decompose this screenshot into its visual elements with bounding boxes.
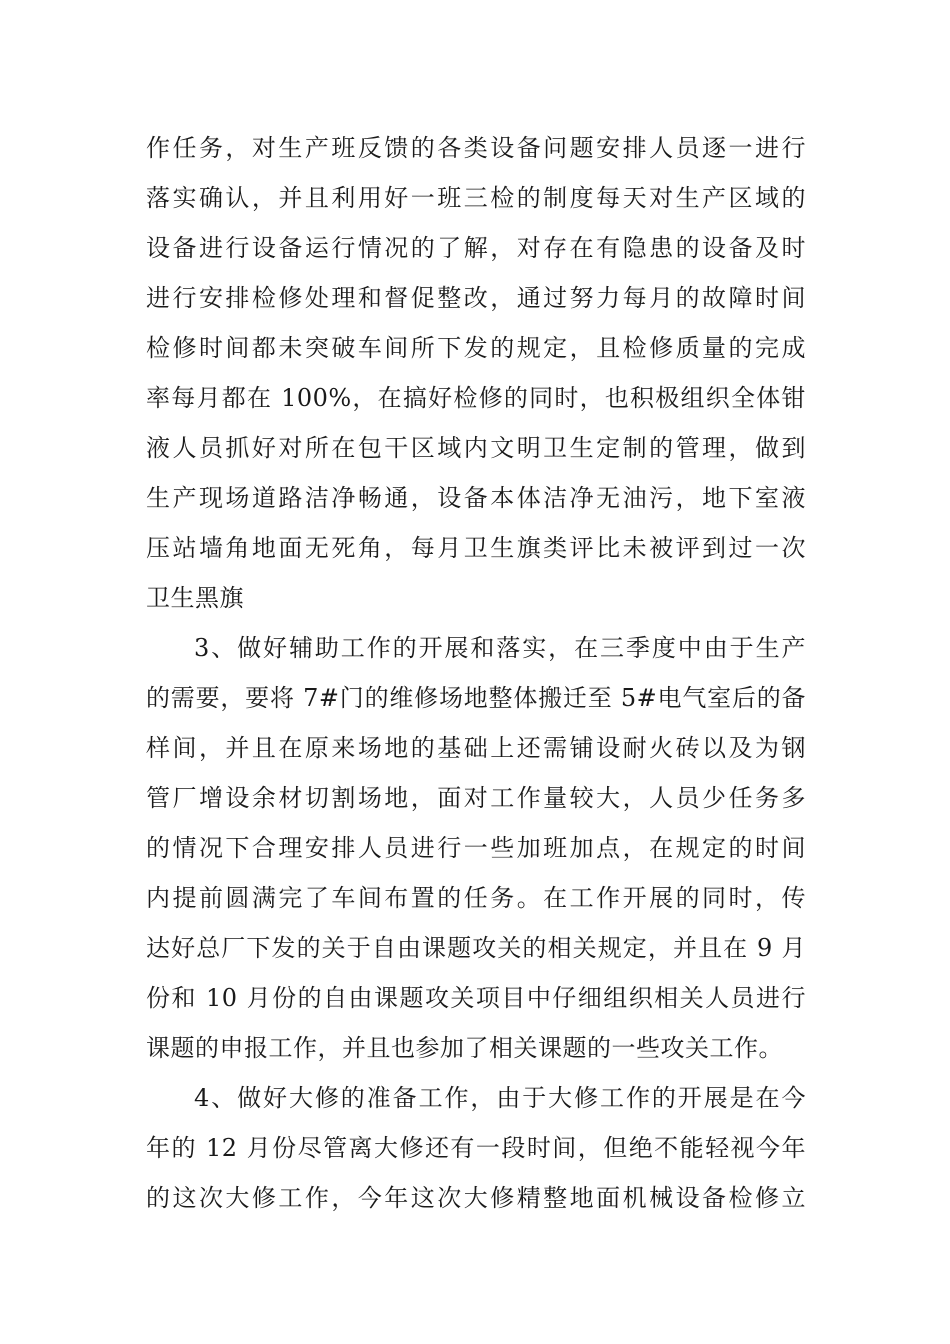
body-text-line: 液人员抓好对所在包干区域内文明卫生定制的管理，做到 [146,434,806,462]
body-text-line: 检修时间都未突破车间所下发的规定，且检修质量的完成 [146,334,806,362]
body-text-line: 的需要，要将 7#门的维修场地整体搬迁至 5#电气室后的备 [146,684,806,712]
body-text-line: 作任务，对生产班反馈的各类设备问题安排人员逐一进行 [146,134,806,162]
body-text-line: 年的 12 月份尽管离大修还有一段时间，但绝不能轻视今年 [146,1134,806,1162]
body-text-line: 的这次大修工作，今年这次大修精整地面机械设备检修立 [146,1184,806,1212]
body-text-line: 课题的申报工作，并且也参加了相关课题的一些攻关工作。 [146,1034,783,1062]
body-text-line: 设备进行设备运行情况的了解，对存在有隐患的设备及时 [146,234,806,262]
body-text-line: 率每月都在 100%，在搞好检修的同时，也积极组织全体钳 [146,384,806,412]
body-text-line: 达好总厂下发的关于自由课题攻关的相关规定，并且在 9 月 [146,934,806,962]
body-text-line: 样间，并且在原来场地的基础上还需铺设耐火砖以及为钢 [146,734,806,762]
paragraph-4-first-line: 4、做好大修的准备工作，由于大修工作的开展是在今 [194,1084,806,1112]
body-text-line: 份和 10 月份的自由课题攻关项目中仔细组织相关人员进行 [146,984,806,1012]
body-text-line: 卫生黑旗 [146,584,244,612]
body-text-line: 的情况下合理安排人员进行一些加班加点，在规定的时间 [146,834,806,862]
body-text-line: 压站墙角地面无死角，每月卫生旗类评比未被评到过一次 [146,534,806,562]
body-text-line: 管厂增设余材切割场地，面对工作量较大，人员少任务多 [146,784,806,812]
paragraph-3-first-line: 3、做好辅助工作的开展和落实，在三季度中由于生产 [194,634,806,662]
body-text-line: 生产现场道路洁净畅通，设备本体洁净无油污，地下室液 [146,484,806,512]
body-text-line: 落实确认，并且利用好一班三检的制度每天对生产区域的 [146,184,806,212]
body-text-line: 内提前圆满完了车间布置的任务。在工作开展的同时，传 [146,884,806,912]
body-text-line: 进行安排检修处理和督促整改，通过努力每月的故障时间 [146,284,806,312]
